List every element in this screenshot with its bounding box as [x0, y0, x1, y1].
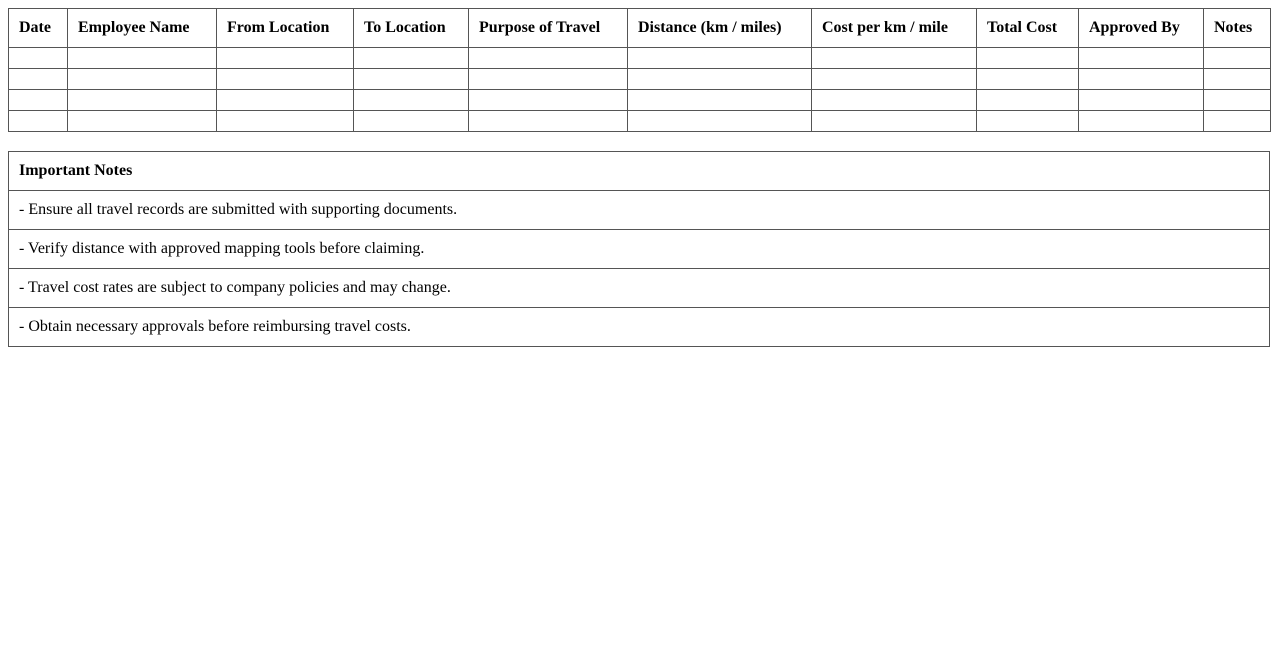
- table-cell[interactable]: [469, 90, 628, 111]
- table-cell[interactable]: [628, 69, 812, 90]
- table-cell[interactable]: [354, 69, 469, 90]
- table-cell[interactable]: [977, 48, 1079, 69]
- table-row: [9, 69, 1271, 90]
- table-cell[interactable]: [1204, 111, 1271, 132]
- table-body: [9, 48, 1271, 132]
- column-header-distance: Distance (km / miles): [628, 9, 812, 48]
- table-cell[interactable]: [977, 90, 1079, 111]
- table-row: [9, 90, 1271, 111]
- note-text: - Verify distance with approved mapping tools before claiming.: [9, 230, 1270, 269]
- table-cell[interactable]: [217, 90, 354, 111]
- table-cell[interactable]: [354, 111, 469, 132]
- note-text: - Obtain necessary approvals before reimbursing travel costs.: [9, 308, 1270, 347]
- column-header-from-location: From Location: [217, 9, 354, 48]
- table-cell[interactable]: [217, 69, 354, 90]
- table-cell[interactable]: [977, 111, 1079, 132]
- note-text: - Ensure all travel records are submitted with supporting documents.: [9, 191, 1270, 230]
- table-row: [9, 48, 1271, 69]
- table-cell[interactable]: [9, 111, 68, 132]
- table-cell[interactable]: [217, 111, 354, 132]
- table-cell[interactable]: [217, 48, 354, 69]
- table-header-row: [9, 9, 1271, 48]
- table-cell[interactable]: [812, 48, 977, 69]
- column-header-date: Date: [9, 9, 68, 48]
- table-cell[interactable]: [68, 69, 217, 90]
- table-cell[interactable]: [1079, 48, 1204, 69]
- note-item: [9, 191, 1270, 230]
- table-cell[interactable]: [9, 69, 68, 90]
- table-cell[interactable]: [1079, 69, 1204, 90]
- table-cell[interactable]: [469, 111, 628, 132]
- note-text: - Travel cost rates are subject to company policies and may change.: [9, 269, 1270, 308]
- note-item: [9, 230, 1270, 269]
- note-item: [9, 308, 1270, 347]
- column-header-purpose-of-travel: Purpose of Travel: [469, 9, 628, 48]
- table-cell[interactable]: [354, 90, 469, 111]
- column-header-approved-by: Approved By: [1079, 9, 1204, 48]
- table-cell[interactable]: [628, 90, 812, 111]
- table-cell[interactable]: [9, 48, 68, 69]
- table-cell[interactable]: [812, 90, 977, 111]
- table-cell[interactable]: [469, 69, 628, 90]
- table-cell[interactable]: [1204, 90, 1271, 111]
- table-cell[interactable]: [68, 111, 217, 132]
- page-content: [8, 8, 1270, 347]
- table-cell[interactable]: [1204, 48, 1271, 69]
- table-cell[interactable]: [977, 69, 1079, 90]
- table-cell[interactable]: [9, 90, 68, 111]
- table-cell[interactable]: [812, 111, 977, 132]
- table-cell[interactable]: [1079, 111, 1204, 132]
- column-header-total-cost: Total Cost: [977, 9, 1079, 48]
- table-cell[interactable]: [628, 111, 812, 132]
- table-cell[interactable]: [1079, 90, 1204, 111]
- column-header-to-location: To Location: [354, 9, 469, 48]
- note-item: [9, 269, 1270, 308]
- table-cell[interactable]: [1204, 69, 1271, 90]
- table-cell[interactable]: [469, 48, 628, 69]
- notes-header-row: [9, 152, 1270, 191]
- table-cell[interactable]: [68, 90, 217, 111]
- column-header-notes: Notes: [1204, 9, 1271, 48]
- table-cell[interactable]: [68, 48, 217, 69]
- important-notes-table: [8, 151, 1270, 347]
- column-header-employee-name: Employee Name: [68, 9, 217, 48]
- travel-log-table: [8, 8, 1271, 132]
- notes-title: Important Notes: [9, 152, 1270, 191]
- table-cell[interactable]: [628, 48, 812, 69]
- table-cell[interactable]: [812, 69, 977, 90]
- table-cell[interactable]: [354, 48, 469, 69]
- table-row: [9, 111, 1271, 132]
- column-header-cost-per-unit: Cost per km / mile: [812, 9, 977, 48]
